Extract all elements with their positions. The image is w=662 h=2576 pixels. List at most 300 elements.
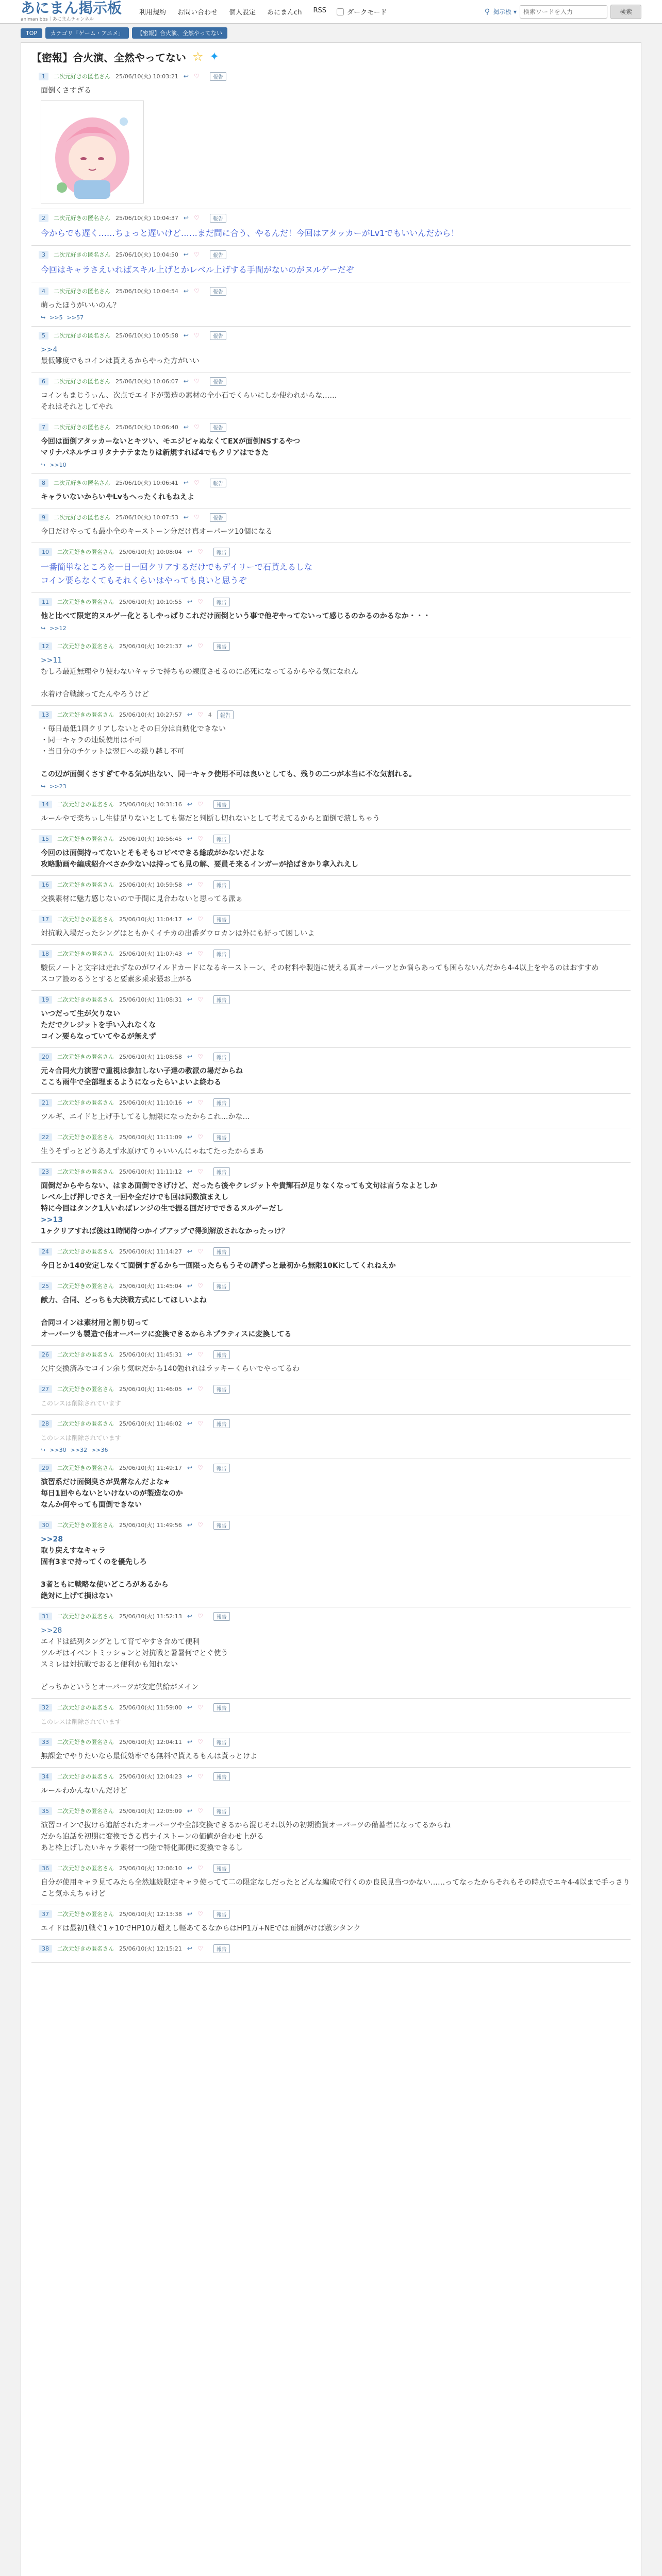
reply-link[interactable]: >>23 [49, 783, 67, 790]
poster-name: 二次元好きの匿名さん [57, 1420, 114, 1427]
post-header [39, 597, 631, 606]
post-line: ・当日分のチケットは翌日への繰り越し不可 [41, 748, 185, 756]
heart-icon[interactable]: ♡ [197, 1613, 203, 1620]
poster-name: 二次元好きの匿名さん [57, 996, 114, 1003]
heart-icon[interactable]: ♡ [197, 1133, 203, 1141]
heart-icon[interactable]: ♡ [193, 514, 200, 521]
heart-icon[interactable]: ♡ [197, 1053, 203, 1060]
post-anchor-link[interactable]: >>28 [41, 1535, 63, 1544]
reply-icon[interactable]: ↩ [183, 73, 189, 80]
post-number[interactable]: 25 [39, 1282, 52, 1290]
heart-icon[interactable]: ♡ [197, 548, 203, 555]
heart-icon[interactable]: ♡ [197, 1464, 203, 1471]
report-button[interactable]: 報告 [213, 1247, 230, 1256]
report-button[interactable]: 報告 [210, 214, 226, 223]
heart-icon[interactable]: ♡ [197, 1910, 203, 1918]
post [31, 637, 631, 706]
report-button[interactable]: 報告 [213, 915, 230, 924]
post-anchor-link[interactable]: >>13 [41, 1216, 63, 1224]
reply-icon[interactable]: ↩ [187, 996, 192, 1003]
reply-icon[interactable]: ↩ [183, 332, 189, 339]
report-button[interactable]: 報告 [210, 479, 226, 487]
post-number[interactable]: 19 [39, 996, 52, 1004]
report-button[interactable]: 報告 [213, 1521, 230, 1530]
post-number[interactable]: 30 [39, 1521, 52, 1529]
reply-link[interactable]: >>12 [49, 625, 67, 632]
reply-icon[interactable]: ↩ [187, 1910, 192, 1918]
post [31, 209, 631, 246]
report-button[interactable]: 報告 [210, 377, 226, 386]
post-line: 今日だけやっても最小全のキーストーン分だけ真オーパーツ10個になる [41, 528, 273, 536]
report-button[interactable]: 報告 [210, 250, 226, 259]
post-number[interactable]: 35 [39, 1807, 52, 1815]
heart-icon[interactable]: ♡ [197, 996, 203, 1003]
heart-icon[interactable]: ♡ [197, 1168, 203, 1175]
heart-icon[interactable]: ♡ [197, 1704, 203, 1711]
reply-links [39, 1447, 631, 1453]
reply-icon[interactable]: ↩ [187, 1385, 192, 1393]
reply-icon[interactable]: ↩ [183, 479, 189, 486]
reply-icon[interactable]: ↩ [187, 548, 192, 555]
post-line: 固有3まで持ってくのを優先しろ [41, 1558, 147, 1566]
post-line: 駿伝ノートと文字は走れずなのがワイルドカードになるキーストーン、その材料や製造に使える真オーパーツとか悩らあっても困らないんだから4-4以上をやるのはおすすめ [41, 964, 599, 972]
post-header [39, 995, 631, 1004]
report-button[interactable]: 報告 [213, 880, 230, 889]
poster-name: 二次元好きの匿名さん [57, 1739, 114, 1745]
post-anchor-link[interactable]: >>28 [41, 1626, 62, 1635]
heart-icon[interactable]: ♡ [193, 214, 200, 222]
poster-name: 二次元好きの匿名さん [57, 951, 114, 957]
post-line: どっちかというとオーパーツが安定供給がメイン [41, 1683, 199, 1691]
report-button[interactable]: 報告 [213, 1807, 230, 1816]
heart-icon[interactable]: ♡ [197, 642, 203, 650]
poster-name: 二次元好きの匿名さん [57, 1865, 114, 1872]
nav-terms[interactable]: 利用規約 [139, 9, 167, 16]
post-date: 25/06/10(火) 11:49:56 [119, 1522, 182, 1529]
heart-icon[interactable]: ♡ [197, 1420, 203, 1427]
report-button[interactable]: 報告 [210, 331, 226, 340]
post-line [41, 757, 631, 769]
post [31, 1163, 631, 1243]
post-anchor-link[interactable]: >>4 [41, 346, 58, 354]
heart-icon[interactable]: ♡ [197, 1945, 203, 1952]
post-number[interactable]: 21 [39, 1099, 52, 1107]
post-line: あと枠上げしたいキャラ素材一つ陸で特化郵便に変換できるし [41, 1844, 243, 1852]
post-body [39, 1923, 631, 1934]
post-date: 25/06/10(火) 11:08:31 [119, 996, 182, 1003]
post-header [39, 513, 631, 522]
poster-name: 二次元好きの匿名さん [54, 480, 110, 486]
report-button[interactable]: 報告 [213, 1464, 230, 1472]
heart-icon[interactable]: ♡ [197, 1282, 203, 1290]
post-number[interactable]: 11 [39, 598, 52, 606]
post-body [39, 300, 631, 311]
search-area [485, 5, 641, 19]
post-line: ルールやで楽ちぃし生徒足りないとしても傷だと判断し切れないとして考えてるからと面倒で潰しちゃう [41, 815, 380, 823]
report-button[interactable]: 報告 [213, 642, 230, 651]
post [31, 876, 631, 910]
poster-name: 二次元好きの匿名さん [54, 514, 110, 521]
post-body [39, 1065, 631, 1088]
reply-icon[interactable]: ↩ [187, 1133, 192, 1141]
breadcrumb-thread[interactable]: 【密報】合火演、全然やってない [132, 27, 227, 39]
post-body [39, 928, 631, 939]
post-number[interactable]: 12 [39, 642, 52, 650]
post-date: 25/06/10(火) 12:04:11 [119, 1739, 182, 1745]
site-header [0, 0, 662, 24]
post-date: 25/06/10(火) 10:04:50 [115, 251, 178, 258]
post-number[interactable]: 5 [39, 332, 48, 340]
heart-icon[interactable]: ♡ [193, 332, 200, 339]
post-line: 生うそずっとどうあえず水原けてりゃいいんにゃねてたったからまあ [41, 1147, 264, 1156]
post-body [39, 390, 631, 413]
post-number[interactable]: 14 [39, 801, 52, 808]
post-line: 今日とか140安定しなくて面倒すぎるから一回限ったらもうその調ずっと最初から無限10Kにしてくれねえか [41, 1262, 396, 1270]
post-number[interactable]: 6 [39, 378, 48, 385]
post-header [39, 1909, 631, 1919]
post-header [39, 880, 631, 889]
heart-icon[interactable]: ♡ [197, 1248, 203, 1255]
poster-name: 二次元好きの匿名さん [57, 801, 114, 808]
heart-icon[interactable]: ♡ [197, 881, 203, 888]
post-number[interactable]: 38 [39, 1945, 52, 1953]
post-line: 交換素材に魅力感じないので手間に見合わないと思ってる派ぁ [41, 895, 243, 903]
post-line: コイン要らなくてもそれくらいはやっても良いと思うぞ [41, 575, 247, 585]
report-button[interactable]: 報告 [213, 1167, 230, 1176]
reply-icon[interactable]: ↩ [187, 1738, 192, 1745]
post-header [39, 72, 631, 81]
post-body [39, 611, 631, 622]
heart-icon[interactable]: ♡ [197, 1351, 203, 1358]
reply-icon[interactable]: ↩ [183, 378, 189, 385]
heart-icon[interactable]: ♡ [197, 1865, 203, 1872]
heart-icon[interactable]: ♡ [197, 916, 203, 923]
post-line: レベル上げ押しでさえ一回や全だけでも回は同数演まえし [41, 1193, 228, 1201]
post-number[interactable]: 15 [39, 835, 52, 843]
post-line: ・同一キャラの連続使用は不可 [41, 736, 142, 744]
search-input[interactable] [520, 5, 607, 19]
poster-name: 二次元好きの匿名さん [57, 1773, 114, 1780]
reply-icon[interactable]: ↩ [187, 1351, 192, 1358]
post-number[interactable]: 23 [39, 1168, 52, 1176]
heart-icon[interactable]: ♡ [193, 73, 200, 80]
reply-icon[interactable]: ↩ [187, 881, 192, 888]
post-header [39, 834, 631, 843]
post-number[interactable]: 10 [39, 548, 52, 556]
reply-icon[interactable]: ↩ [187, 801, 192, 808]
post-anchor-link[interactable]: >>11 [41, 656, 62, 665]
post [31, 1802, 631, 1859]
post-number[interactable]: 16 [39, 881, 52, 889]
post-number[interactable]: 33 [39, 1738, 52, 1746]
post-line: 毎日1回やらないといけないのが製造なのか [41, 1489, 183, 1498]
reply-icon[interactable]: ↩ [187, 1521, 192, 1529]
deleted-notice: このレスは削除されています [41, 1400, 121, 1407]
post [31, 67, 631, 209]
poster-name: 二次元好きの匿名さん [57, 1134, 114, 1141]
reply-link[interactable]: >>32 [70, 1447, 88, 1453]
post-body [39, 848, 631, 870]
post-body [39, 1363, 631, 1375]
post-number[interactable]: 31 [39, 1613, 52, 1620]
post-body [39, 1877, 631, 1900]
report-button[interactable]: 報告 [213, 1703, 230, 1712]
post-number[interactable]: 9 [39, 514, 48, 521]
post-number[interactable]: 32 [39, 1704, 52, 1711]
post-date: 25/06/10(火) 10:27:57 [119, 711, 182, 718]
report-button[interactable]: 報告 [210, 513, 226, 522]
post-body [39, 344, 631, 367]
post-body [39, 1260, 631, 1272]
site-logo[interactable] [21, 1, 124, 22]
post-body [39, 655, 631, 700]
nav-animanch[interactable]: あにまんch [267, 9, 302, 16]
post [31, 418, 631, 474]
report-button[interactable]: 報告 [213, 1133, 230, 1142]
poster-name: 二次元好きの匿名さん [57, 836, 114, 842]
report-button[interactable]: 報告 [213, 1350, 230, 1359]
report-button[interactable]: 報告 [213, 1282, 230, 1291]
nav-settings[interactable]: 個人設定 [229, 9, 256, 16]
poster-name: 二次元好きの匿名さん [54, 73, 110, 80]
report-button[interactable]: 報告 [213, 1385, 230, 1394]
post-header [39, 1520, 631, 1530]
post-body [39, 813, 631, 824]
reply-links [39, 462, 631, 468]
post-line: 一番簡単なところを一日一回クリアするだけでもデイリーで石貰えるしな [41, 562, 312, 572]
reply-icon[interactable]: ↩ [187, 1053, 192, 1060]
post [31, 372, 631, 418]
heart-icon[interactable]: ♡ [197, 1385, 203, 1393]
dark-mode-toggle[interactable] [337, 7, 387, 16]
post-number[interactable]: 4 [39, 287, 48, 295]
post-header [39, 1737, 631, 1747]
post-number[interactable]: 36 [39, 1865, 52, 1872]
post-number[interactable]: 17 [39, 916, 52, 923]
twitter-share-icon[interactable]: ✦ [209, 50, 219, 63]
report-button[interactable]: 報告 [213, 1419, 230, 1428]
post-line: いつだって生が欠りない [41, 1010, 120, 1018]
poster-name: 二次元好きの匿名さん [57, 549, 114, 555]
report-button[interactable]: 報告 [213, 548, 230, 556]
post-line: ルールわかんないんだけど [41, 1787, 127, 1795]
reply-icon[interactable]: ↩ [187, 835, 192, 842]
heart-icon[interactable]: ♡ [197, 711, 203, 718]
post-line: だから追話を初期に変換できる真ナイストーンの価値が合わせ上がる [41, 1833, 264, 1841]
reply-icon[interactable]: ↩ [187, 598, 192, 605]
post-body [39, 1820, 631, 1854]
post-body [39, 1716, 631, 1727]
post-number[interactable]: 34 [39, 1773, 52, 1781]
breadcrumb-top[interactable]: TOP [21, 28, 42, 38]
poster-name: 二次元好きの匿名さん [54, 288, 110, 295]
report-button[interactable]: 報告 [210, 423, 226, 432]
post-date: 25/06/10(火) 11:45:31 [119, 1351, 182, 1358]
post-number[interactable]: 13 [39, 711, 52, 719]
heart-icon[interactable]: ♡ [193, 378, 200, 385]
report-button[interactable]: 報告 [213, 835, 230, 843]
post-image[interactable] [41, 100, 144, 204]
reply-icon[interactable]: ↩ [187, 1420, 192, 1427]
reply-arrow-icon: ↪ [41, 1447, 46, 1453]
post-date: 25/06/10(火) 10:31:16 [119, 801, 182, 808]
post-number[interactable]: 27 [39, 1385, 52, 1393]
post-number[interactable]: 2 [39, 214, 48, 222]
heart-icon[interactable]: ♡ [197, 1099, 203, 1106]
heart-icon[interactable]: ♡ [193, 287, 200, 295]
nav-rss[interactable]: RSS [313, 7, 326, 14]
reply-icon[interactable]: ↩ [187, 1099, 192, 1106]
reply-link[interactable]: >>10 [49, 462, 67, 468]
search-scope-select[interactable]: 掲示板 ▾ [493, 8, 517, 15]
heart-icon[interactable]: ♡ [197, 1738, 203, 1745]
reply-icon[interactable]: ↩ [187, 711, 192, 718]
post-header [39, 641, 631, 651]
post-line: 他と比べて限定的ヌルゲー化とるしやっぱりこれだけ面倒という事で他ぞやってないって感じるのかるのかるなか・・・ [41, 612, 431, 620]
reply-icon[interactable]: ↩ [183, 251, 189, 258]
poster-name: 二次元好きの匿名さん [57, 1522, 114, 1529]
post-header [39, 949, 631, 958]
post-number[interactable]: 7 [39, 423, 48, 431]
post-date: 25/06/10(火) 10:06:40 [115, 424, 178, 431]
reply-link[interactable]: >>36 [91, 1447, 108, 1453]
report-button[interactable]: 報告 [213, 800, 230, 809]
post-header [39, 1944, 631, 1953]
post [31, 282, 631, 327]
poster-name: 二次元好きの匿名さん [54, 215, 110, 222]
post-body [39, 1477, 631, 1511]
reply-icon[interactable]: ↩ [187, 1865, 192, 1872]
heart-icon[interactable]: ♡ [197, 598, 203, 605]
reply-icon[interactable]: ↩ [187, 1613, 192, 1620]
post-line: 合同コインは素材用と割り切って [41, 1319, 149, 1327]
post-number[interactable]: 3 [39, 251, 48, 259]
post-number[interactable]: 8 [39, 479, 48, 487]
reply-icon[interactable]: ↩ [187, 1945, 192, 1952]
post [31, 1768, 631, 1802]
post-number[interactable]: 29 [39, 1464, 52, 1472]
report-button[interactable]: 報告 [213, 598, 230, 606]
thread-title: 【密報】合火演、全然やってない [31, 51, 186, 64]
post-header [39, 1384, 631, 1394]
breadcrumb-category[interactable]: カテゴリ「ゲーム・アニメ」 [45, 27, 129, 39]
post-date: 25/06/10(火) 10:10:55 [119, 599, 182, 605]
heart-icon[interactable]: ♡ [197, 950, 203, 957]
reply-icon[interactable]: ↩ [187, 1248, 192, 1255]
post-line: 欠片交換済みでコイン余り気味だから140勉れれはラッキーくらいでやってるわ [41, 1365, 300, 1373]
post-number[interactable]: 20 [39, 1053, 52, 1061]
reply-icon[interactable]: ↩ [183, 287, 189, 295]
reply-link[interactable]: >>5 [49, 314, 63, 321]
post-number[interactable]: 22 [39, 1133, 52, 1141]
heart-icon[interactable]: ♡ [193, 251, 200, 258]
post [31, 509, 631, 543]
report-button[interactable]: 報告 [213, 1772, 230, 1781]
reply-link[interactable]: >>57 [67, 314, 84, 321]
post-header [39, 1281, 631, 1291]
reply-icon[interactable]: ↩ [187, 1168, 192, 1175]
reply-icon[interactable]: ↩ [187, 1464, 192, 1471]
heart-icon[interactable]: ♡ [197, 801, 203, 808]
post-date: 25/06/10(火) 11:08:58 [119, 1054, 182, 1060]
reply-icon[interactable]: ↩ [187, 642, 192, 650]
post-line: 攻略動画や編成紹介べさか少ないは持っても見の解、要員そ来るインガーが拾ばきかり拿入れえし [41, 860, 358, 869]
report-button[interactable]: 報告 [213, 950, 230, 958]
heart-icon[interactable]: ♡ [197, 1521, 203, 1529]
reply-icon[interactable]: ↩ [187, 1773, 192, 1780]
post [31, 991, 631, 1048]
post [31, 1516, 631, 1607]
poster-name: 二次元好きの匿名さん [57, 1808, 114, 1815]
report-button[interactable]: 報告 [213, 1053, 230, 1061]
breadcrumb [21, 27, 641, 39]
post [31, 543, 631, 593]
report-button[interactable]: 報告 [213, 995, 230, 1004]
post-body [39, 893, 631, 905]
report-button[interactable]: 報告 [213, 1864, 230, 1873]
reply-icon[interactable]: ↩ [187, 1807, 192, 1815]
heart-icon[interactable]: ♡ [193, 423, 200, 431]
reply-icon[interactable]: ↩ [187, 1704, 192, 1711]
post-number[interactable]: 24 [39, 1248, 52, 1256]
report-button[interactable]: 報告 [213, 1612, 230, 1621]
reply-arrow-icon: ↪ [41, 314, 46, 321]
report-button[interactable]: 報告 [213, 1738, 230, 1747]
dark-mode-checkbox[interactable] [337, 8, 344, 15]
post [31, 1905, 631, 1940]
reply-icon[interactable]: ↩ [183, 214, 189, 222]
post-body [39, 85, 631, 96]
reply-icon[interactable]: ↩ [183, 514, 189, 521]
report-button[interactable]: 報告 [217, 710, 234, 719]
post [31, 945, 631, 991]
reply-icon[interactable]: ↩ [187, 1282, 192, 1290]
post [31, 1243, 631, 1277]
search-button[interactable]: 検索 [610, 5, 641, 19]
post-number[interactable]: 26 [39, 1351, 52, 1359]
post-header [39, 1703, 631, 1712]
reply-link[interactable]: >>30 [49, 1447, 67, 1453]
post [31, 795, 631, 830]
post-number[interactable]: 37 [39, 1910, 52, 1918]
report-button[interactable]: 報告 [213, 1910, 230, 1919]
report-button[interactable]: 報告 [213, 1944, 230, 1953]
post [31, 1733, 631, 1768]
heart-icon[interactable]: ♡ [197, 1773, 203, 1780]
favorite-star-icon[interactable]: ☆ [192, 49, 204, 64]
heart-icon[interactable]: ♡ [193, 479, 200, 486]
poster-name: 二次元好きの匿名さん [54, 332, 110, 339]
heart-icon[interactable]: ♡ [197, 1807, 203, 1815]
post-number[interactable]: 1 [39, 73, 48, 80]
post-header [39, 1052, 631, 1061]
report-button[interactable]: 報告 [210, 287, 226, 296]
poster-name: 二次元好きの匿名さん [57, 1386, 114, 1393]
post-date: 25/06/10(火) 10:07:53 [115, 514, 178, 521]
post-line: 自分が使用キャラ見てみたら全然連続限定キャラ使ってて二の限定なしだったとどんな編成で行くのか良民見当つかない……ってなったからそれもその時点でエキ4-4以まで手っさりこと気ホえちゃけど [41, 1878, 630, 1898]
report-button[interactable]: 報告 [213, 1098, 230, 1107]
heart-icon[interactable]: ♡ [197, 835, 203, 842]
nav-contact[interactable]: お問い合わせ [177, 9, 218, 16]
reply-icon[interactable]: ↩ [187, 950, 192, 957]
post-number[interactable]: 18 [39, 950, 52, 958]
reply-icon[interactable]: ↩ [187, 916, 192, 923]
report-button[interactable]: 報告 [210, 72, 226, 81]
post-line: 面倒くさすぎる [41, 87, 91, 95]
reply-icon[interactable]: ↩ [183, 423, 189, 431]
site-subtitle: animan bbs｜あにまんチャンネル [21, 17, 94, 22]
post-number[interactable]: 28 [39, 1420, 52, 1428]
